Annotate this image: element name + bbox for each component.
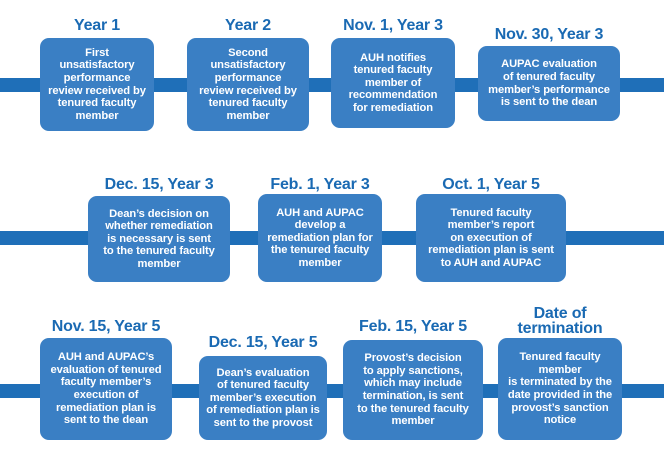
step-10-label: Feb. 15, Year 5 bbox=[359, 318, 467, 335]
step-7-label: Oct. 1, Year 5 bbox=[442, 176, 540, 193]
step-8-text: AUH and AUPAC’s evaluation of tenured faculty member’s execution of remediation plan is sent to the dean bbox=[50, 351, 162, 427]
step-1-text: First unsatisfactory performance review received by tenured faculty member bbox=[48, 46, 146, 122]
step-8-box bbox=[40, 338, 172, 440]
step-11-text: Tenured faculty member is terminated by the date provided in the provost’s sanction notice bbox=[507, 351, 613, 427]
step-5-box bbox=[88, 196, 230, 282]
step-4-text: AUPAC evaluation of tenured faculty member’s performance is sent to the dean bbox=[488, 58, 610, 109]
step-4-box bbox=[478, 46, 620, 121]
step-10-box bbox=[343, 340, 483, 440]
step-5-text: Dean’s decision on whether remediation is necessary is sent to the tenured faculty member bbox=[103, 207, 215, 270]
step-3-text: AUH notifies tenured faculty member of recommendation for remediation bbox=[348, 51, 438, 114]
step-7-text: Tenured faculty member’s report on execution of remediation plan is sent to AUH and AUPAC bbox=[428, 206, 554, 269]
step-9-box bbox=[199, 356, 327, 440]
step-5-label: Dec. 15, Year 3 bbox=[104, 176, 214, 193]
step-6-box bbox=[258, 194, 382, 282]
step-11-box bbox=[498, 338, 622, 440]
step-4-label: Nov. 30, Year 3 bbox=[494, 26, 604, 43]
step-2-box bbox=[187, 38, 309, 131]
step-9-label: Dec. 15, Year 5 bbox=[208, 334, 318, 351]
step-1-label: Year 1 bbox=[74, 17, 120, 34]
step-2-text: Second unsatisfactory performance review received by tenured faculty member bbox=[199, 46, 297, 122]
step-6-text: AUH and AUPAC develop a remediation plan for the tenured faculty member bbox=[267, 206, 373, 269]
step-2-label: Year 2 bbox=[225, 17, 271, 34]
step-3-label: Nov. 1, Year 3 bbox=[343, 17, 443, 34]
step-11-label: Date of termination bbox=[517, 305, 603, 337]
step-3-box bbox=[331, 38, 455, 128]
step-9-text: Dean’s evaluation of tenured faculty member’s execution of remediation plan is sent to the provost bbox=[206, 366, 320, 429]
step-1-box bbox=[40, 38, 154, 131]
step-10-text: Provost’s decision to apply sanctions, which may include termination, is sent to the tenured faculty member bbox=[357, 352, 469, 428]
step-6-label: Feb. 1, Year 3 bbox=[270, 176, 370, 193]
step-8-label: Nov. 15, Year 5 bbox=[51, 318, 161, 335]
step-7-box bbox=[416, 194, 566, 282]
